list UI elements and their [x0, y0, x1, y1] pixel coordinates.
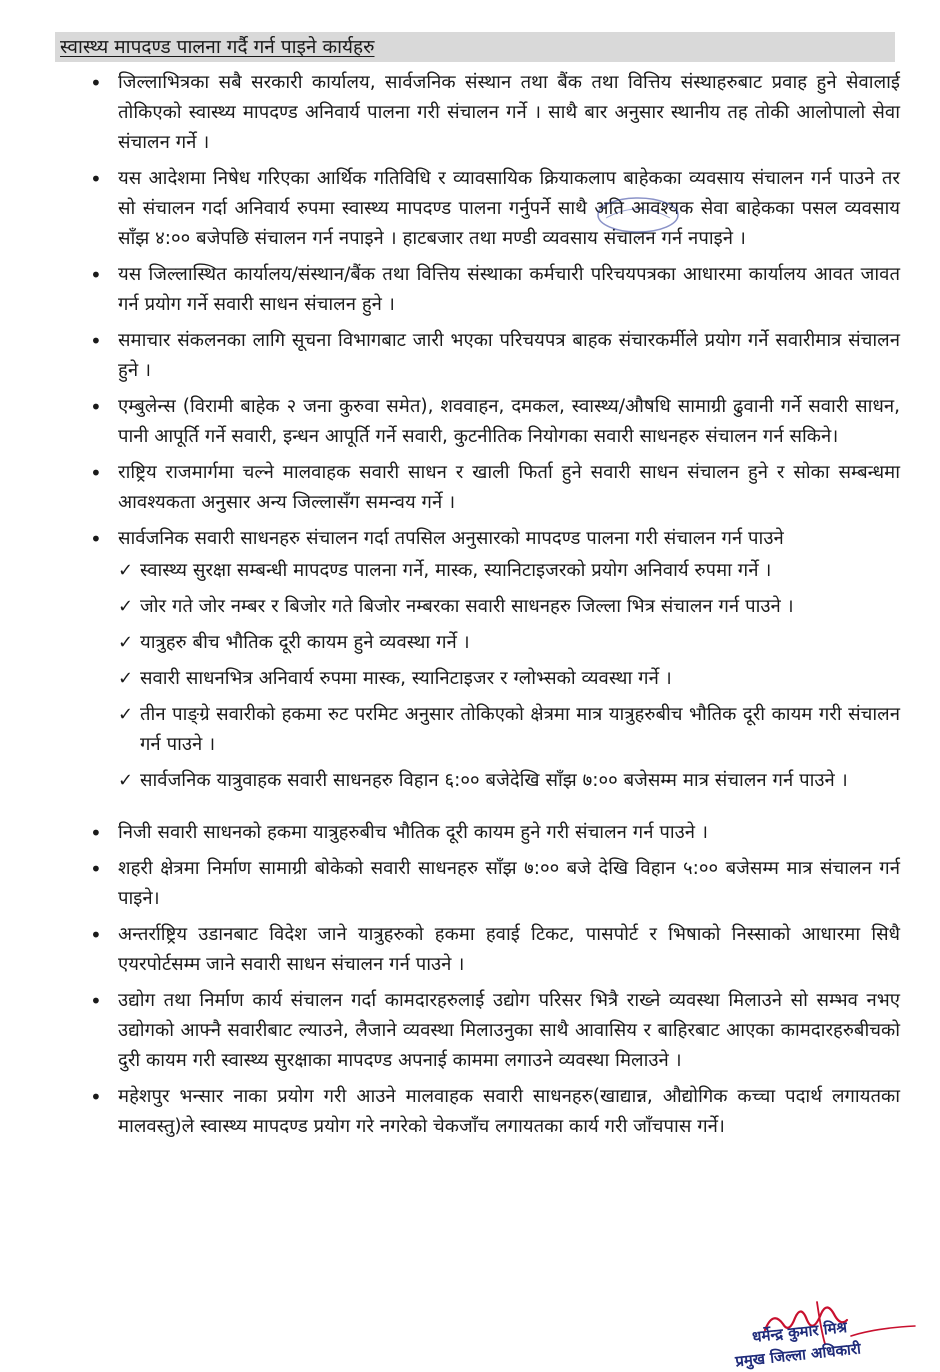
sublist-item-text: जोर गते जोर नम्बर र बिजोर गते बिजोर नम्बरका सवारी साधनहरु जिल्ला भित्र संचालन गर्न पाउने । — [140, 596, 794, 617]
sublist-item-text: सवारी साधनभित्र अनिवार्य रुपमा मास्क, स्यानिटाइजर र ग्लोभ्सको व्यवस्था गर्ने । — [140, 668, 672, 689]
bullet-icon: • — [90, 167, 102, 191]
list-item-text: महेशपुर भन्सार नाका प्रयोग गरी आउने मालवाहक सवारी साधनहरु(खाद्यान्न, औद्योगिक कच्चा पदार्थ लगायतका मालवस्तु)ले स्वास्थ्य मापदण्ड प्रयोग गरे नगरेको चेकजाँच लगायतका कार्य गरी जाँचपास गर्ने। — [118, 1086, 900, 1137]
bullet-icon: • — [90, 989, 102, 1013]
sublist-item-text: स्वास्थ्य सुरक्षा सम्बन्धी मापदण्ड पालना गर्ने, मास्क, स्यानिटाइजरको प्रयोग अनिवार्य रुपमा गर्ने । — [140, 560, 772, 581]
checkmark-icon: ✓ — [118, 668, 134, 689]
list-item-text: उद्योग तथा निर्माण कार्य संचालन गर्दा कामदारहरुलाई उद्योग परिसर भित्रै राख्ने व्यवस्था मिलाउने सो सम्भव नभए उद्योगको आफ्नै सवारीबाट ल्याउने, लैजाने व्यवस्था मिलाउनुका साथै आवासिय र बाहिरबाट आएका कामदारहरुबीचको दुरी कायम गरी स्वास्थ्य सुरक्षाका मापदण्ड अपनाई काममा लगाउने व्यवस्था मिलाउने । — [118, 990, 900, 1071]
list-item-text: निजी सवारी साधनको हकमा यात्रुहरुबीच भौतिक दूरी कायम हुने गरी संचालन गर्न पाउने । — [118, 822, 708, 843]
list-item-text: शहरी क्षेत्रमा निर्माण सामाग्री बोकेको सवारी साधनहरु साँझ ७:०० बजे देखि विहान ५:०० बजेसम्म मात्र संचालन गर्न पाइने। — [118, 858, 900, 909]
list-item — [80, 68, 900, 158]
checkmark-icon: ✓ — [118, 704, 134, 725]
list-item — [80, 458, 900, 518]
sublist-item — [118, 556, 900, 586]
sublist-item — [118, 766, 900, 796]
bullet-icon: • — [90, 395, 102, 419]
bullet-icon: • — [90, 461, 102, 485]
sublist-item-text: तीन पाङ्ग्रे सवारीको हकमा रुट परमिट अनुसार तोकिएको क्षेत्रमा मात्र यात्रुहरुबीच भौतिक दूरी कायम गरी संचालन गर्न पाउने । — [140, 704, 900, 755]
bullet-icon: • — [90, 263, 102, 287]
list-item — [80, 854, 900, 914]
list-item — [80, 818, 900, 848]
bullet-icon: • — [90, 329, 102, 353]
list-item-text: सार्वजनिक सवारी साधनहरु संचालन गर्दा तपसिल अनुसारको मापदण्ड पालना गरी संचालन गर्न पाउने — [118, 528, 784, 549]
bullet-icon: • — [90, 821, 102, 845]
signatory-name: धर्मेन्द्र कुमार मिश्र — [751, 1318, 848, 1346]
checkmark-icon: ✓ — [118, 770, 134, 791]
sublist-item — [118, 592, 900, 622]
page-heading: स्वास्थ्य मापदण्ड पालना गर्दै गर्न पाइने कार्यहरु — [60, 36, 375, 58]
list-item — [80, 1082, 900, 1142]
main-bullet-list — [80, 68, 900, 1142]
checkmark-icon: ✓ — [118, 632, 134, 653]
spacer — [118, 802, 900, 812]
list-item — [80, 260, 900, 320]
checkmark-icon: ✓ — [118, 560, 134, 581]
office-stamp — [596, 196, 680, 234]
list-item-text: यस जिल्लास्थित कार्यालय/संस्थान/बैंक तथा वित्तिय संस्थाका कर्मचारी परिचयपत्रका आधारमा कार्यालय आवत जावत गर्न प्रयोग गर्ने सवारी साधन संचालन हुने । — [118, 264, 900, 315]
sublist-item — [118, 664, 900, 694]
bullet-icon: • — [90, 527, 102, 551]
sublist-item — [118, 628, 900, 658]
list-item-text: अन्तर्राष्ट्रिय उडानबाट विदेश जाने यात्रुहरुको हकमा हवाई टिकट, पासपोर्ट र भिषाको निस्साको आधारमा सिधै एयरपोर्टसम्म जाने सवारी साधन संचालन गर्न पाउने । — [118, 924, 900, 975]
sublist-item-text: यात्रुहरु बीच भौतिक दूरी कायम हुने व्यवस्था गर्ने । — [140, 632, 470, 653]
bullet-icon: • — [90, 857, 102, 881]
checkmark-sublist — [118, 556, 900, 796]
list-item-text: समाचार संकलनका लागि सूचना विभागबाट जारी भएका परिचयपत्र बाहक संचारकर्मीले प्रयोग गर्ने सवारीमात्र संचालन हुने । — [118, 330, 900, 381]
list-item-text: एम्बुलेन्स (विरामी बाहेक २ जना कुरुवा समेत), शववाहन, दमकल, स्वास्थ्य/औषधि सामाग्री ढुवानी गर्ने सवारी साधन, पानी आपूर्ति गर्ने सवारी, इन्धन आपूर्ति गर्ने सवारी, कुटनीतिक नियोगका सवारी साधनहरु संचालन गर्न सकिने। — [118, 396, 900, 447]
list-item — [80, 164, 900, 254]
sublist-item-text: सार्वजनिक यात्रुवाहक सवारी साधनहरु विहान ६:०० बजेदेखि साँझ ७:०० बजेसम्म मात्र संचालन गर्न पाउने । — [140, 770, 848, 791]
list-item-text: जिल्लाभित्रका सबै सरकारी कार्यालय, सार्वजनिक संस्थान तथा बैंक तथा वित्तिय संस्थाहरुबाट प्रवाह हुने सेवालाई तोकिएको स्वास्थ्य मापदण्ड अनिवार्य पालना गरी संचालन गर्ने । साथै बार अनुसार स्थानीय तह तोकी आलोपालो सेवा संचालन गर्ने । — [118, 72, 900, 153]
list-item-public-vehicles — [80, 524, 900, 812]
list-item-text: यस आदेशमा निषेध गरिएका आर्थिक गतिविधि र व्यावसायिक क्रियाकलाप बाहेकका व्यवसाय संचालन गर्न पाउने तर सो संचालन गर्दा अनिवार्य रुपमा स्वास्थ्य मापदण्ड पालना गर्नुपर्ने साथै अति आवश्यक सेवा बाहेकका पसल व्यवसाय साँझ ४:०० बजेपछि संचालन गर्न नपाइने । हाटबजार तथा मण्डी व्यवसाय संचालन गर्न नपाइने । — [118, 168, 900, 249]
list-item — [80, 986, 900, 1076]
sublist-item — [118, 700, 900, 760]
list-item-text: राष्ट्रिय राजमार्गमा चल्ने मालवाहक सवारी साधन र खाली फिर्ता हुने सवारी साधन संचालन हुने र सोका सम्बन्धमा आवश्यकता अनुसार अन्य जिल्लासँग समन्वय गर्ने । — [118, 462, 900, 513]
list-item — [80, 326, 900, 386]
bullet-icon: • — [90, 923, 102, 947]
bullet-icon: • — [90, 1085, 102, 1109]
signatory-title: प्रमुख जिल्ला अधिकारी — [734, 1339, 862, 1371]
list-item — [80, 920, 900, 980]
bullet-icon: • — [90, 71, 102, 95]
checkmark-icon: ✓ — [118, 596, 134, 617]
content-body — [80, 68, 900, 1148]
list-item — [80, 392, 900, 452]
